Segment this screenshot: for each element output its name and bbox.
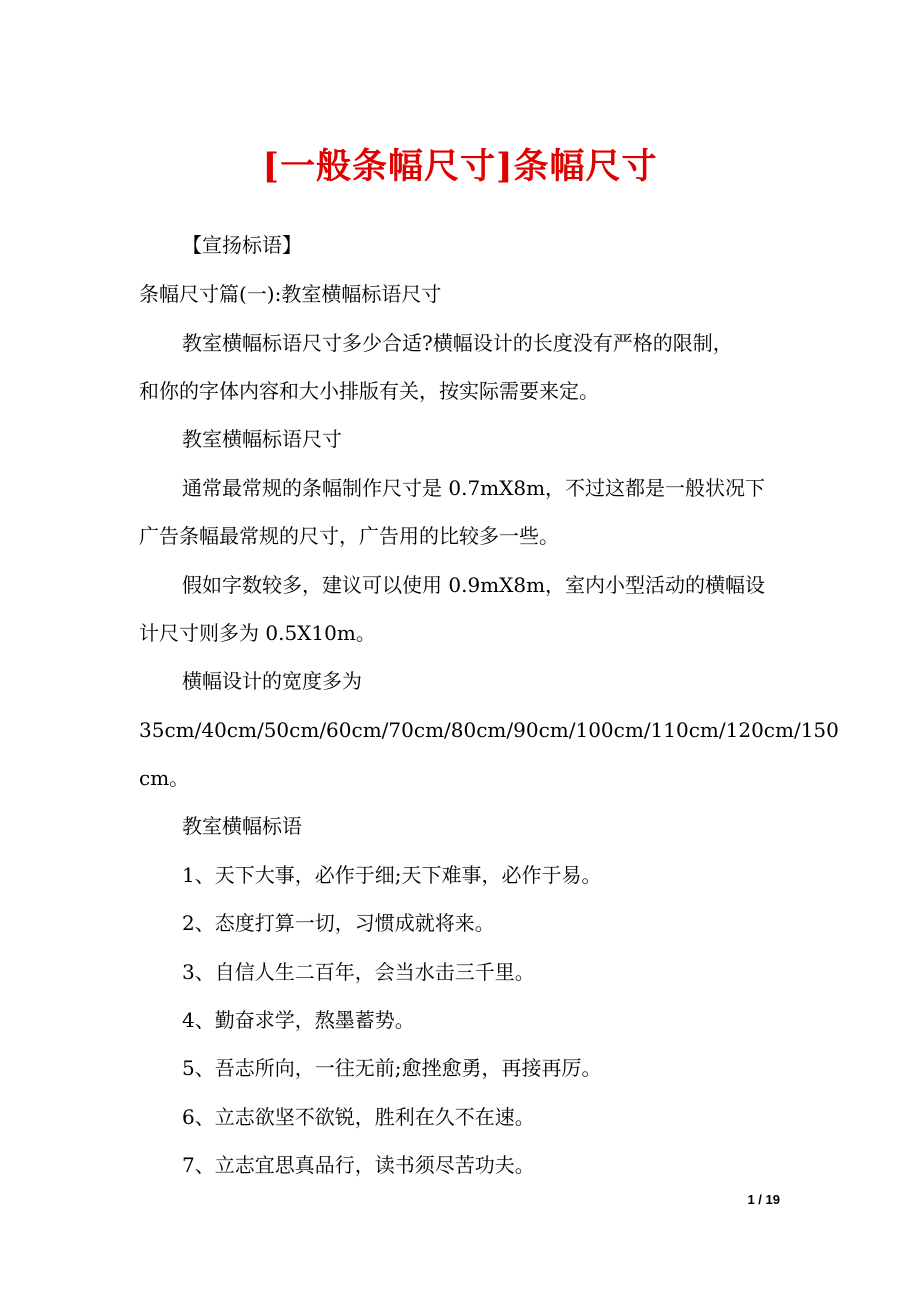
- list-item: 3、自信人生二百年，会当水击三千里。: [182, 960, 535, 984]
- section-heading: 【宣扬标语】: [182, 233, 302, 257]
- list-item: 5、吾志所向，一往无前;愈挫愈勇，再接再厉。: [182, 1056, 602, 1080]
- paragraph-line: 和你的字体内容和大小排版有关，按实际需要来定。: [139, 379, 599, 403]
- paragraph-line: cm。: [139, 766, 190, 790]
- paragraph-line: 35cm/40cm/50cm/60cm/70cm/80cm/90cm/100cm/110cm/120cm/150: [139, 718, 839, 742]
- paragraph-line: 教室横幅标语尺寸多少合适?横幅设计的长度没有严格的限制，: [182, 331, 733, 355]
- list-item: 7、立志宜思真品行，读书须尽苦功夫。: [182, 1153, 535, 1177]
- list-item: 2、态度打算一切，习惯成就将来。: [182, 911, 495, 935]
- list-item: 4、勤奋求学，熬墨蓄势。: [182, 1008, 415, 1032]
- list-item: 6、立志欲坚不欲锐，胜利在久不在速。: [182, 1105, 535, 1129]
- paragraph-line: 横幅设计的宽度多为: [182, 669, 362, 693]
- paragraph-line: 教室横幅标语: [182, 814, 302, 838]
- document-title: [一般条幅尺寸]条幅尺寸: [262, 146, 658, 187]
- paragraph-line: 通常最常规的条幅制作尺寸是 0.7mX8m，不过这都是一般状况下: [182, 476, 766, 500]
- subsection-heading: 条幅尺寸篇(一):教室横幅标语尺寸: [139, 282, 442, 306]
- list-item: 1、天下大事，必作于细;天下难事，必作于易。: [182, 863, 602, 887]
- paragraph-line: 假如字数较多，建议可以使用 0.9mX8m，室内小型活动的横幅设: [182, 573, 766, 597]
- page-number: 1 / 19: [747, 1192, 780, 1207]
- paragraph-line: 广告条幅最常规的尺寸，广告用的比较多一些。: [139, 524, 559, 548]
- paragraph-line: 计尺寸则多为 0.5X10m。: [139, 621, 376, 645]
- paragraph-line: 教室横幅标语尺寸: [182, 427, 342, 451]
